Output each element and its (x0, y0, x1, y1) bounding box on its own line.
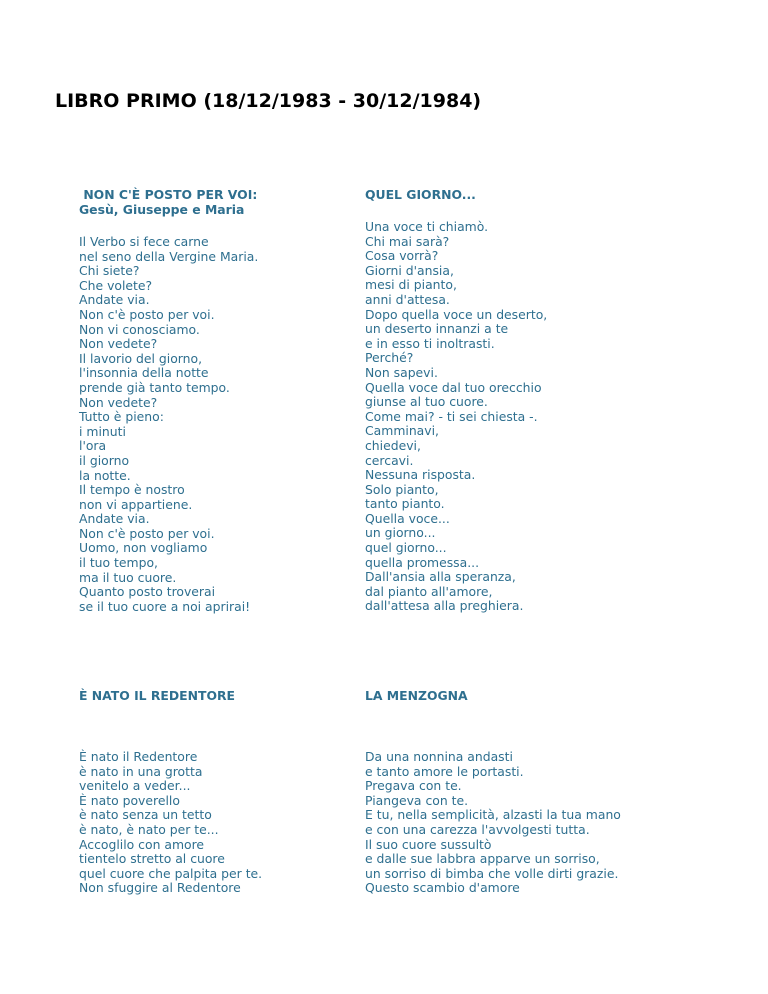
poem-line: Tutto è pieno: (79, 409, 164, 425)
poem-line: Solo pianto, (365, 481, 439, 497)
poem-line: Piangeva con te. (365, 792, 469, 808)
poem-lines (79, 235, 258, 614)
poem-line: Questo scambio d'amore (365, 880, 520, 896)
poem-lines (365, 750, 621, 896)
poem-line: Da una nonnina andasti (365, 749, 513, 764)
poem-line: Non vedete? (79, 394, 158, 410)
poem-line: cercavi. (365, 452, 414, 468)
poem-line: è nato in una grotta (79, 763, 203, 779)
poem-line: e con una carezza l'avvolgesti tutta. (365, 821, 590, 837)
poem-quel-giorno (365, 187, 547, 614)
poem-line: nel seno della Vergine Maria. (79, 248, 259, 264)
poem-line: Andate via. (79, 292, 150, 308)
poem-line: un sorriso di bimba che volle dirti grazie. (365, 865, 619, 881)
poem-line: il tuo tempo, (79, 555, 158, 571)
poem-line: Cosa vorrà? (365, 248, 439, 264)
poem-lines (365, 220, 547, 614)
poem-line: Non sfuggire al Redentore (79, 880, 241, 896)
poem-line: Dall'ansia alla speranza, (365, 569, 516, 585)
poem-title: NON C'È POSTO PER VOI: (79, 187, 258, 202)
poem-line: Una voce ti chiamò. (365, 219, 489, 234)
poem-line: Camminavi, (365, 423, 439, 439)
poem-line: Pregava con te. (365, 778, 462, 794)
poem-lines (79, 750, 262, 896)
poem-line: tanto pianto. (365, 496, 445, 512)
poem-line: Uomo, non vogliamo (79, 540, 208, 556)
poem-line: Chi mai sarà? (365, 233, 450, 249)
poem-line: Chi siete? (79, 263, 140, 279)
poem-subtitle: Gesù, Giuseppe e Maria (79, 202, 245, 217)
poem-line: se il tuo cuore a noi aprirai! (79, 598, 251, 614)
poem-e-nato-il-redentore (79, 688, 262, 896)
poem-line: E tu, nella semplicità, alzasti la tua mano (365, 807, 621, 823)
poem-line: Dopo quella voce un deserto, (365, 306, 548, 322)
poem-line: chiedevi, (365, 437, 421, 453)
poem-line: è nato, è nato per te... (79, 821, 219, 837)
poem-line: i minuti (79, 423, 126, 439)
poem-line: Non sapevi. (365, 364, 438, 380)
poem-line: Il lavorio del giorno, (79, 350, 203, 366)
poem-line: un giorno... (365, 525, 436, 541)
poem-line: Non c'è posto per voi. (79, 525, 215, 541)
poem-line: Il suo cuore sussultò (365, 836, 492, 852)
poem-line: mesi di pianto, (365, 277, 457, 293)
poem-line: Andate via. (79, 511, 150, 527)
poem-line: anni d'attesa. (365, 291, 450, 307)
poem-line: È nato il Redentore (79, 749, 198, 764)
poem-line: la notte. (79, 467, 131, 483)
poem-line: Quella voce... (365, 510, 450, 526)
poem-line: Accoglilo con amore (79, 836, 205, 852)
poem-line: Come mai? - ti sei chiesta -. (365, 408, 538, 424)
poem-line: venitelo a veder... (79, 778, 191, 794)
poem-line: Quanto posto troverai (79, 584, 216, 600)
poem-line: e in esso ti inoltrasti. (365, 335, 495, 351)
poem-line: prende già tanto tempo. (79, 379, 230, 395)
poem-line: il giorno (79, 452, 130, 468)
poem-line: Il Verbo si fece carne (79, 234, 209, 249)
poem-line: e dalle sue labbra apparve un sorriso, (365, 851, 600, 867)
poem-line: Perché? (365, 350, 414, 366)
poem-line: l'insonnia della notte (79, 365, 209, 381)
poem-line: quella promessa... (365, 554, 480, 570)
poem-line: quel cuore che palpita per te. (79, 865, 263, 881)
poem-line: Il tempo è nostro (79, 482, 185, 498)
poem-line: Non vi conosciamo. (79, 321, 200, 337)
poem-la-menzogna (365, 688, 621, 896)
book-title: LIBRO PRIMO (18/12/1983 - 30/12/1984) (55, 90, 482, 112)
poem-non-ce-posto (79, 187, 258, 614)
poem-line: Non vedete? (79, 336, 158, 352)
poem-line: quel giorno... (365, 540, 447, 556)
poem-line: è nato senza un tetto (79, 807, 212, 823)
poem-line: non vi appartiene. (79, 496, 193, 512)
poem-title: È NATO IL REDENTORE (79, 688, 236, 703)
poem-line: e tanto amore le portasti. (365, 763, 524, 779)
poem-line: l'ora (79, 438, 107, 454)
poem-line: dall'attesa alla preghiera. (365, 598, 524, 614)
poem-line: Che volete? (79, 277, 153, 293)
poem-line: È nato poverello (79, 792, 180, 808)
poem-line: un deserto innanzi a te (365, 321, 509, 337)
poem-line: tientelo stretto al cuore (79, 851, 225, 867)
poem-title: QUEL GIORNO... (365, 187, 476, 202)
poem-title: LA MENZOGNA (365, 688, 468, 703)
poem-line: Quella voce dal tuo orecchio (365, 379, 542, 395)
poem-line: Nessuna risposta. (365, 467, 476, 483)
poem-line: Giorni d'ansia, (365, 262, 454, 278)
poem-line: ma il tuo cuore. (79, 569, 177, 585)
poem-line: giunse al tuo cuore. (365, 394, 488, 410)
poem-line: dal pianto all'amore, (365, 583, 493, 599)
poem-line: Non c'è posto per voi. (79, 306, 215, 322)
